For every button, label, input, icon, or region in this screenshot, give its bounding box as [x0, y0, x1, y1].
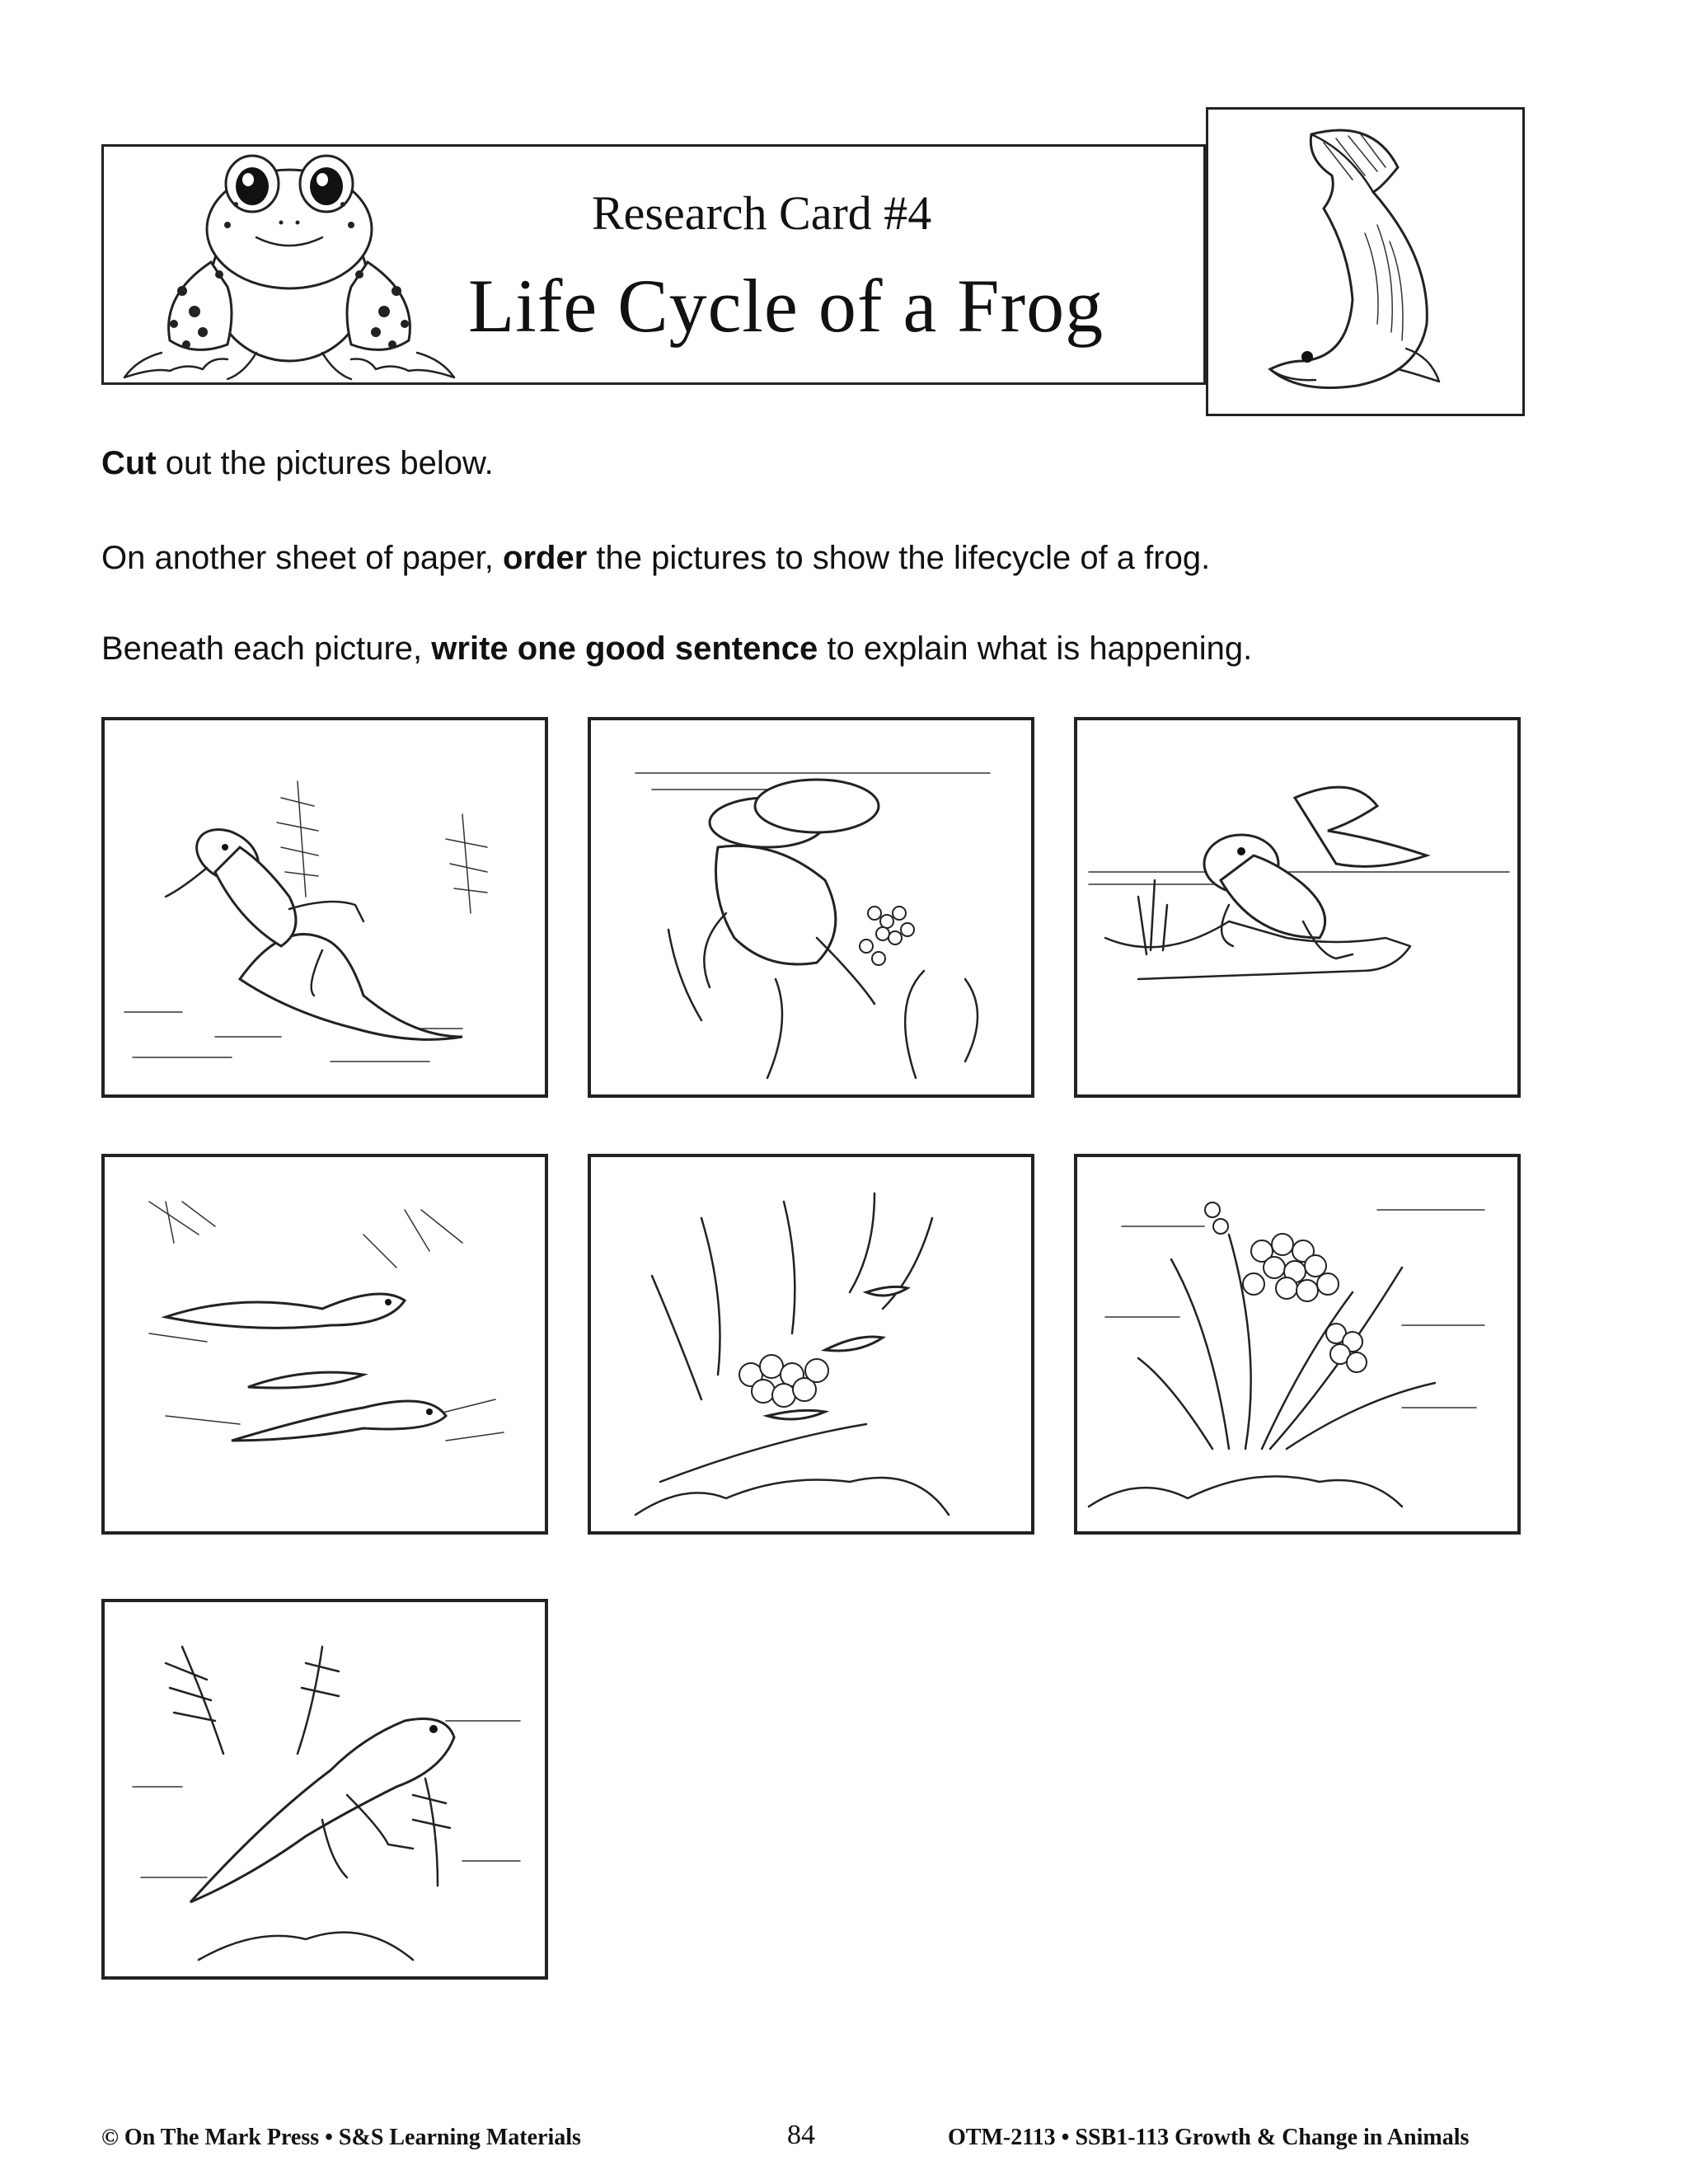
instruction-1-text: out the pictures below.: [156, 445, 494, 481]
instruction-3: [101, 630, 1252, 668]
instruction-2: [101, 540, 1210, 577]
picture-card[interactable]: [101, 717, 548, 1098]
hatching-eggs-illustration: [603, 1169, 1023, 1523]
picture-card[interactable]: [1074, 717, 1521, 1098]
instruction-2-bold: order: [503, 540, 588, 576]
picture-card[interactable]: [1074, 1154, 1521, 1535]
fish-illustration: [1208, 110, 1522, 415]
footer-publisher: © On The Mark Press • S&S Learning Materials: [101, 2125, 581, 2150]
frog-illustration: [104, 147, 483, 386]
instruction-3-pre: Beneath each picture,: [101, 630, 432, 667]
frog-eggs-illustration: [1089, 1169, 1509, 1523]
page-number: 84: [787, 2120, 815, 2150]
instruction-3-text: to explain what is happening.: [818, 630, 1253, 667]
tadpoles-illustration: [116, 1169, 537, 1523]
instruction-3-bold: write one good sentence: [431, 630, 818, 667]
picture-card[interactable]: [588, 1154, 1034, 1535]
adult-frog-illustration: [1089, 732, 1509, 1086]
instruction-2-text: the pictures to show the lifecycle of a frog.: [587, 540, 1211, 576]
tadpole-with-legs-illustration: [116, 1614, 537, 1968]
footer-product-code: OTM-2113 • SSB1-113 Growth & Change in Animals: [948, 2125, 1470, 2150]
card-subtitle: Research Card #4: [592, 186, 932, 240]
picture-card[interactable]: [101, 1599, 548, 1980]
froglet-illustration: [116, 732, 537, 1086]
research-card-header: [101, 144, 1206, 385]
frogs-laying-eggs-illustration: [603, 732, 1023, 1086]
instruction-1-bold: Cut: [101, 445, 157, 481]
picture-card[interactable]: [588, 717, 1034, 1098]
instruction-2-pre: On another sheet of paper,: [101, 540, 504, 576]
instruction-1: [101, 445, 494, 482]
picture-card[interactable]: [101, 1154, 548, 1535]
fish-box: [1206, 107, 1525, 416]
card-title: Life Cycle of a Frog: [468, 264, 1104, 348]
